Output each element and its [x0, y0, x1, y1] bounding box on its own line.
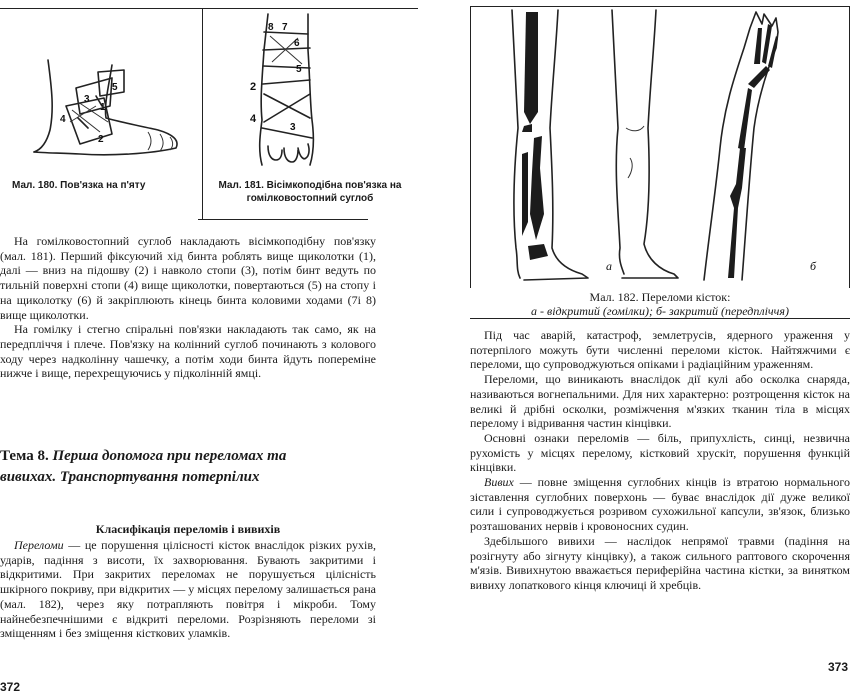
right-body-text — [470, 328, 850, 593]
page-number-left: 372 — [0, 680, 21, 694]
classification-text — [0, 538, 376, 641]
dislocation-causes-paragraph: Здебільшого вивихи — наслідок непрямої травми (падіння на розігнуту або зігнуту кінцівку), а також сильного раптового скорочення м'язів. Вивихнутою вважається периферійна частина кістки, за винятком вивиху лопаткового кінця ключиці й хребців. — [470, 533, 850, 592]
fig180-label-2: 2 — [98, 134, 104, 145]
caption-underline — [198, 219, 368, 220]
page-number-right: 373 — [828, 660, 849, 674]
dislocation-definition-paragraph — [470, 475, 850, 534]
left-body-text — [0, 234, 376, 381]
fig181-label-5: 5 — [296, 64, 302, 75]
fig182-caption-title: Мал. 182. Переломи кісток: — [589, 290, 731, 304]
right-page — [470, 0, 852, 694]
fig182-frame-right — [849, 6, 850, 288]
knee-bandage-paragraph: На гомілку і стегно спіральні пов'язки накладають так само, як на передпліччя і плече. Пов'язку на колінний суглоб починають з колового ходу через надколінну чашечку, а потім ходи бинта йдуть попереміне нижче і вище, перехрещуючись у підколінній ямці. — [0, 322, 376, 381]
fig182-label-b: б — [810, 259, 817, 273]
fig180-heel-bandage-illustration — [0, 10, 200, 175]
dislocation-definition: — повне зміщення суглобних кінців із втратою нормального зіставлення суглобних поверхонь — буває внаслідок дії дуже великої сили і супроводжується розривом сухожильної капсули, зв'язок, близько розташованих нервів і кровоносних судин. — [470, 475, 850, 534]
fig181-label-6: 6 — [294, 38, 300, 49]
fig180-label-5: 5 — [112, 82, 118, 93]
gunshot-fractures-paragraph: Переломи, що виникають внаслідок дії кулі або осколка снаряда, називаються вогнепальними. Для них характерно: розтрощення кісток на великі й дрібні осколки, розміжчення м'язких тканин тіла в місцях перелому і відривання частин кінцівки. — [470, 372, 850, 431]
fig181-label-7: 7 — [282, 22, 288, 33]
fractures-definition-paragraph — [0, 538, 376, 641]
fig181-label-8: 8 — [268, 22, 274, 33]
fractures-definition: — це порушення цілісності кісток внаслідок різких рухів, ударів, падіння з висоти, їх захворювання. Бувають закритими і відкритими. При закритих переломах не порушується цілісність шкірного покриву, при відкритих — у місцях перелому залишається рана (мал. 182), через яку потрапляють повітря і мікроби. Тому найнебезпечнішими є відкриті переломи. Розрізняють переломи зі зміщенням і без зміщення кісткових уламків. — [0, 538, 376, 641]
topic-title: Перша допомога при переломах та вивихах. Транспортування потерпілих — [0, 448, 287, 485]
fracture-signs-paragraph: Основні ознаки переломів — біль, припухлість, синці, незвична рухомість у місцях перелому, кістковий хрускіт, порушення функцій кінцівки. — [470, 430, 850, 475]
fig180-label-4: 4 — [60, 114, 66, 125]
fig181-label-2: 2 — [250, 81, 257, 93]
topic-heading — [0, 446, 330, 488]
figure-top-rule — [0, 8, 418, 9]
fig181-label-4: 4 — [250, 113, 257, 125]
fig182-frame-left — [470, 6, 471, 288]
fig182-bottom-rule — [470, 318, 850, 319]
dislocation-term: Вивих — [484, 475, 514, 490]
fig180-caption: Мал. 180. Пов'язка на п'яту — [12, 180, 146, 191]
disaster-fractures-paragraph: Під час аварій, катастроф, землетрусів, ядерного ураження у потерпілого можуть бути численні переломи кісток. Найтяжчими є переломи, що супроводжуються опіками і радіаційним ураженням. — [470, 328, 850, 372]
figure-divider — [202, 8, 203, 220]
fig182-fractures-illustration — [472, 8, 848, 286]
fig182-label-a: а — [606, 259, 612, 273]
ankle-bandage-paragraph: На гомілковостопний суглоб накладають вісімкоподібну пов'язку (мал. 181). Перший фіксуючий хід бинта роблять вище щиколотки (1), далі — вниз на підошву (2) і навколо стопи (3), потім бинт ведуть по тильній поверхні стопи (4) вище щиколотки, повертаються (5) на стопу і на щиколотку (6) й закріплюють кінець бинта коловими ходами (7і 8) вище щиколотки. — [0, 234, 376, 322]
fractures-term: Переломи — [14, 538, 64, 552]
fig181-caption: Мал. 181. Вісімкоподібна пов'язка на гомілковостопний суглоб — [218, 180, 402, 204]
fig180-label-3: 3 — [84, 94, 90, 105]
fig181-label-3: 3 — [290, 122, 296, 133]
fig182-frame-top — [470, 6, 850, 7]
classification-subheading: Класифікація переломів і вивихів — [95, 522, 281, 536]
fig180-label-1: 1 — [100, 102, 106, 113]
fig182-caption — [490, 290, 830, 318]
fig182-caption-detail: а - відкритий (гомілки); б- закритий (передпліччя) — [531, 304, 789, 318]
topic-label: Тема 8. — [0, 448, 49, 464]
fig181-ankle-bandage-illustration — [210, 10, 420, 175]
